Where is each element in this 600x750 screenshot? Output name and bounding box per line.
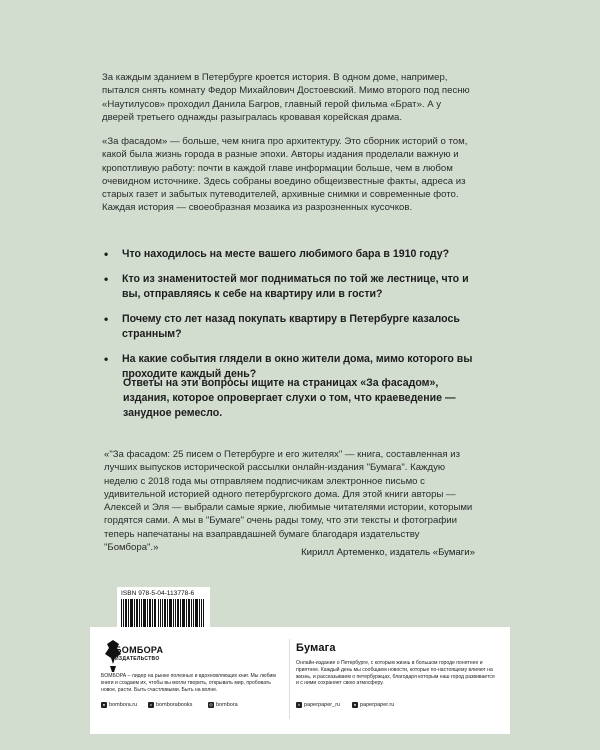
globe-icon: ●	[102, 702, 106, 707]
bombora-name: БОМБОРА	[115, 645, 164, 655]
footer-divider	[289, 639, 290, 719]
bumaga-vk-text: paperpaper_ru	[304, 702, 341, 708]
bombora-social-site[interactable]	[101, 702, 137, 708]
vk-icon: v	[150, 702, 152, 707]
bombora-social-vk[interactable]	[148, 702, 192, 708]
vk-icon: v	[298, 702, 300, 707]
bullet-icon: •	[104, 271, 109, 286]
question-item	[104, 247, 484, 262]
bumaga-social-site[interactable]	[352, 702, 394, 708]
bombora-social-instagram[interactable]	[208, 702, 238, 708]
isbn-label: ISBN 978-5-04-113778-6	[121, 590, 195, 597]
bullet-icon: •	[104, 247, 109, 261]
question-item	[104, 272, 484, 302]
question-text: На какие события глядели в окно жители дома, мимо которого вы проходите каждый день?	[122, 352, 473, 380]
bumaga-social-vk[interactable]	[296, 702, 340, 708]
bombora-description: БОМБОРА – лидер на рынке полезных и вдохновляющих книг. Мы любим книги и создаем их, чтобы вы могли творить, открывать мир, пробовать новое, расти. Быть счастливыми. Быть на волне.	[101, 673, 276, 693]
globe-icon: ●	[353, 702, 357, 707]
question-text: Что находилось на месте вашего любимого бара в 1910 году?	[122, 248, 450, 260]
publisher-footer	[90, 627, 510, 734]
publisher-quote: «"За фасадом: 25 писем о Петербурге и его жителях" — книга, составленная из лучших выпусков исторической рассылки онлайн-издания "Бумага". Каждую неделю с 2018 года мы отправляем подписчикам электронное письмо с удивительной историей одного петербургского дома. Для этой книги авторы — Алексей и Эля — выбрали самые яркие, любимые читателями истории, которыми гордятся сами. А мы в "Бумаге" очень рады тому, что эти тексты и фотографии теперь напечатаны на взаправдашней бумаге благодаря издательству "Бомбора".»	[104, 449, 473, 554]
bullet-icon: •	[104, 351, 109, 366]
question-text: Кто из знаменитостей мог подниматься по той же лестнице, что и вы, отправляясь к себе на квартиру или в гости?	[122, 272, 469, 300]
bombora-vk-text: bomborabooks	[156, 702, 193, 708]
intro-paragraph-2: «За фасадом» — больше, чем книга про архитектуру. Это сборник историй о том, какой была жизнь города в разные эпохи. Авторы издания проделали важную и кропотливую работу: почти в каждой главе информации больше, чем в любом очевидном источнике. Здесь собраны воедино общеизвестные факты, адреса из старых газет и забытых путеводителей, архивные снимки и современные фото. Каждая история — своеобразная мозаика из разрозненных кусочков.	[102, 136, 468, 214]
bombora-subtitle: ИЗДАТЕЛЬСТВО	[115, 656, 160, 662]
bombora-instagram-text: bombora	[216, 702, 238, 708]
questions-list	[104, 247, 484, 391]
bumaga-description: Онлайн-издание о Петербурге, с которым жизнь в большом городе понятнее и приятнее. Каждый день мы сообщаем новости, которые по-настоящему влияют на жизнь, и рассказываем о петербуржцах, благодаря которым наш город развивается и с ними сохраняет свою атмосферу.	[296, 660, 495, 687]
bumaga-logo: Бумага	[296, 642, 336, 654]
question-text: Почему сто лет назад покупать квартиру в Петербурге казалось странным?	[122, 312, 460, 340]
bullet-icon: •	[104, 311, 109, 326]
question-item	[104, 312, 484, 342]
bumaga-site-text: paperpaper.ru	[360, 702, 395, 708]
instagram-icon: ◎	[209, 702, 213, 707]
quote-signature: Кирилл Артеменко, издатель «Бумаги»	[301, 547, 475, 558]
answer-paragraph: Ответы на эти вопросы ищите на страницах «За фасадом», издания, которое опровергает слухи о том, что краеведение — занудное ремесло.	[123, 377, 456, 420]
bombora-site-text: bombora.ru	[109, 702, 138, 708]
intro-paragraph-1: За каждым зданием в Петербурге кроется история. В одном доме, например, пытался снять комнату Федор Михайлович Достоевский. Мимо второго под песню «Наутилусов» проходил Данила Багров, главный герой фильма «Брат». А у дверей третьего однажды разыгралась кровавая корейская драма.	[102, 72, 470, 123]
